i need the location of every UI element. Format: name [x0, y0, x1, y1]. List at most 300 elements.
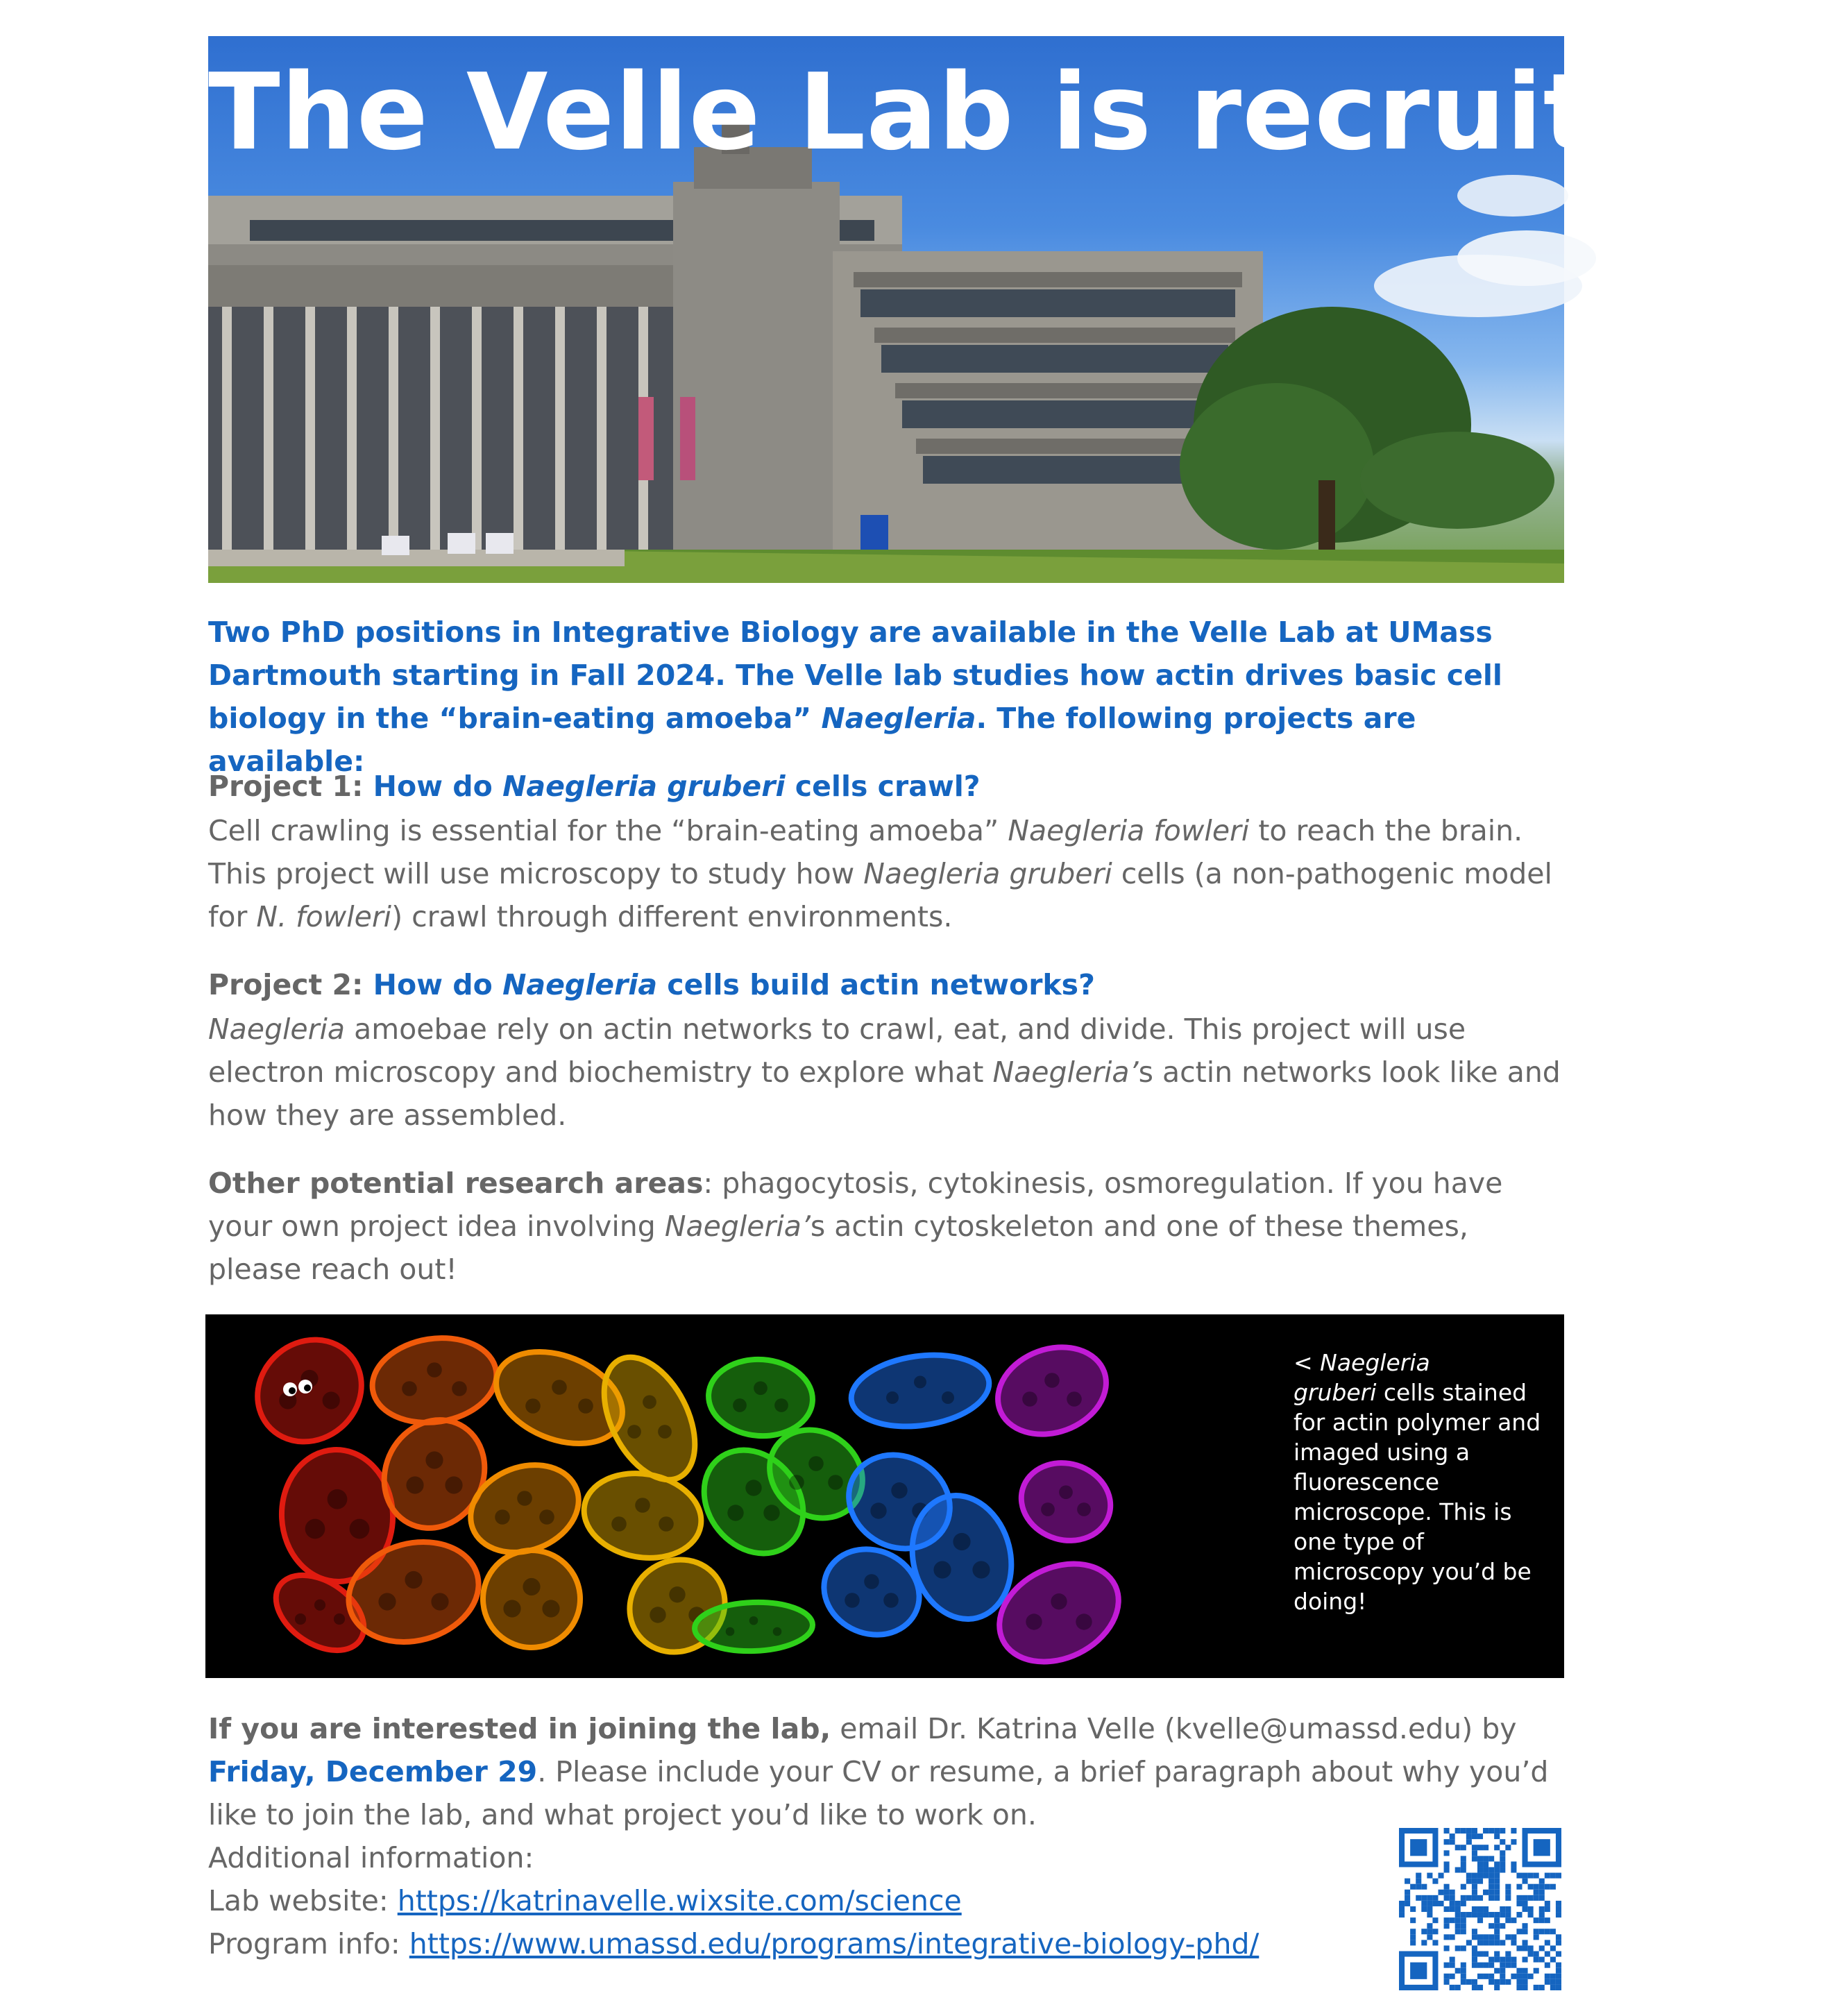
qr-module [1483, 1890, 1488, 1895]
qr-module [1494, 1917, 1500, 1923]
qr-module [1505, 1951, 1511, 1957]
qr-module [1472, 1884, 1477, 1890]
qr-module [1494, 1985, 1500, 1990]
qr-module [1455, 1901, 1461, 1906]
qr-module [1500, 1968, 1505, 1974]
qr-module [1477, 1912, 1483, 1917]
qr-module [1556, 1912, 1561, 1917]
qr-module [1450, 1839, 1455, 1845]
qr-module [1494, 1873, 1500, 1879]
qr-module [1466, 1895, 1472, 1901]
cell-vacuole [431, 1593, 448, 1610]
qr-module [1450, 1906, 1455, 1912]
qr-module [1444, 1839, 1450, 1845]
qr-module [1483, 1912, 1488, 1917]
cell-vacuole [539, 1509, 554, 1525]
cell-vacuole [635, 1498, 650, 1513]
qr-module [1488, 1828, 1494, 1833]
qr-module [1511, 1963, 1516, 1968]
qr-module [1477, 1951, 1483, 1957]
qr-module [1545, 1979, 1550, 1985]
qr-module [1432, 1929, 1438, 1934]
qr-module [1511, 1957, 1516, 1963]
qr-module [1545, 1873, 1550, 1879]
qr-module [1534, 1890, 1539, 1895]
qr-module [1466, 1839, 1472, 1845]
qr-module [1550, 1884, 1556, 1890]
qr-module [1472, 1845, 1477, 1850]
qr-module [1432, 1917, 1438, 1923]
qr-module [1488, 1879, 1494, 1884]
cell-vacuole [789, 1475, 804, 1490]
project1-label: Project 1: [208, 770, 373, 803]
qr-module [1494, 1951, 1500, 1957]
qr-module [1511, 1861, 1516, 1867]
qr-module [1505, 1957, 1511, 1963]
cell-vacuole [1077, 1502, 1091, 1516]
cell-vacuole [402, 1381, 417, 1396]
qr-module [1556, 1979, 1561, 1985]
cell-vacuole [517, 1491, 532, 1506]
cell-vacuole [378, 1593, 396, 1610]
qr-module [1505, 1890, 1511, 1895]
qr-module [1427, 1901, 1432, 1906]
qr-module [1410, 1839, 1427, 1856]
cell-vacuole [350, 1519, 370, 1539]
qr-module [1528, 1873, 1534, 1879]
qr-module [1534, 1985, 1539, 1990]
qr-module [1466, 1940, 1472, 1945]
program-info-link[interactable]: https://www.umassd.edu/programs/integrative-biology-phd/ [409, 1927, 1260, 1960]
qr-module [1455, 1917, 1461, 1923]
qr-module [1534, 1873, 1539, 1879]
qr-module [1461, 1901, 1466, 1906]
qr-module [1556, 1940, 1561, 1945]
qr-module [1483, 1856, 1488, 1861]
qr-module [1488, 1867, 1494, 1872]
qr-module [1516, 1945, 1522, 1951]
qr-module [1523, 1901, 1528, 1906]
qr-module [1556, 1951, 1561, 1957]
qr-module [1494, 1833, 1500, 1839]
qr-module [1516, 1979, 1522, 1985]
qr-module [1483, 1873, 1488, 1879]
qr-module [1455, 1929, 1461, 1934]
cell-vacuole [643, 1395, 656, 1409]
qr-module [1494, 1845, 1500, 1850]
qr-module [1545, 1963, 1550, 1968]
qr-module [1483, 1861, 1488, 1867]
hero-banner [208, 36, 1832, 583]
project2-question: How do Naegleria cells build actin networks? [373, 968, 1095, 1001]
qr-module [1405, 1901, 1410, 1906]
fluorescence-figure [205, 1314, 1564, 1678]
qr-module [1500, 1867, 1505, 1872]
cell-vacuole [864, 1574, 879, 1589]
qr-module [1461, 1917, 1466, 1923]
qr-module [1539, 1884, 1545, 1890]
cell-vacuole [405, 1571, 422, 1589]
qr-module [1477, 1934, 1483, 1940]
qr-module [1545, 1951, 1550, 1957]
cell-vacuole [828, 1475, 843, 1490]
qr-module [1516, 1884, 1522, 1890]
qr-module [1556, 1873, 1561, 1879]
qr-module [1534, 1884, 1539, 1890]
qr-module [1494, 1879, 1500, 1884]
qr-module [1455, 1828, 1461, 1833]
qr-module [1427, 1906, 1432, 1912]
qr-module [1461, 1979, 1466, 1985]
qr-module [1399, 1912, 1405, 1917]
qr-module [1472, 1856, 1477, 1861]
qr-module [1450, 1890, 1455, 1895]
qr-module [1466, 1912, 1472, 1917]
qr-module [1539, 1890, 1545, 1895]
qr-module [1455, 1912, 1461, 1917]
cell-vacuole [523, 1578, 540, 1595]
qr-module [1461, 1912, 1466, 1917]
amoeba-cell [694, 1600, 813, 1653]
cell-vacuole [883, 1593, 899, 1608]
qr-module [1472, 1912, 1477, 1917]
amoeba-cell [366, 1330, 503, 1432]
qr-module [1410, 1906, 1416, 1912]
qr-module [1450, 1934, 1455, 1940]
qr-module [1528, 1884, 1534, 1890]
qr-module [1500, 1940, 1505, 1945]
qr-module [1545, 1974, 1550, 1979]
qr-module [1556, 1906, 1561, 1912]
cell-vacuole [763, 1505, 779, 1521]
qr-module [1516, 1912, 1522, 1917]
qr-module [1477, 1940, 1483, 1945]
qr-module [1410, 1934, 1416, 1940]
cell-vacuole [914, 1376, 926, 1389]
other-label: Other potential research areas [208, 1167, 704, 1200]
cell-vacuole [406, 1476, 423, 1493]
project1-heading [208, 765, 1568, 808]
qr-module [1550, 1957, 1556, 1963]
qr-module [1505, 1917, 1511, 1923]
qr-module [1550, 1974, 1556, 1979]
project1-body: Cell crawling is essential for the “brain-eating amoeba” Naegleria fowleri to reach the brain. This project will use microscopy to study how Naegleria gruberi cells (a non-pathogenic model for N. fowleri) crawl through different environments. [208, 814, 1552, 933]
qr-module [1438, 1901, 1443, 1906]
qr-module [1511, 1867, 1516, 1872]
qr-module [1545, 1940, 1550, 1945]
qr-module [1477, 1906, 1483, 1912]
qr-module [1494, 1940, 1500, 1945]
cell-vacuole [328, 1489, 348, 1509]
cell-vacuole [525, 1398, 541, 1414]
qr-module [1472, 1828, 1477, 1833]
qr-module [1500, 1957, 1505, 1963]
qr-module [1477, 1974, 1483, 1979]
qr-module [1421, 1895, 1427, 1901]
qr-module [1488, 1873, 1494, 1879]
qr-module [1477, 1963, 1483, 1968]
cell-vacuole [1051, 1593, 1067, 1609]
qr-module [1461, 1968, 1466, 1974]
cell-vacuole [886, 1391, 899, 1404]
qr-module [1534, 1957, 1539, 1963]
qr-module [1488, 1890, 1494, 1895]
qr-module [1523, 1873, 1528, 1879]
qr-module [1416, 1895, 1421, 1901]
cell-vacuole [953, 1533, 970, 1550]
qr-module [1483, 1934, 1488, 1940]
qr-module [1450, 1974, 1455, 1979]
amoeba-cell [847, 1347, 994, 1435]
qr-module [1511, 1828, 1516, 1833]
cell-vacuole [542, 1600, 559, 1617]
qr-module [1488, 1963, 1494, 1968]
qr-module [1494, 1979, 1500, 1985]
qr-module [1556, 1901, 1561, 1906]
qr-module [1505, 1845, 1511, 1850]
qr-module [1450, 1963, 1455, 1968]
deadline: Friday, December 29 [208, 1755, 538, 1788]
qr-module [1421, 1940, 1427, 1945]
contact-paragraph: If you are interested in joining the lab, email Dr. Katrina Velle (kvelle@umassd.edu) by Friday, December 29. Please include your CV or resume, a brief paragraph about why you’d like to join the lab, and what project you’d like to work on. [208, 1712, 1549, 1831]
other-research-areas: Other potential research areas: phagocytosis, cytokinesis, osmoregulation. If you have your own project idea involving Naegleria’s actin cytoskeleton and one of these themes, please reach out! [208, 1167, 1503, 1286]
qr-module [1405, 1895, 1410, 1901]
qr-module [1494, 1895, 1500, 1901]
qr-module [1472, 1945, 1477, 1951]
qr-module [1472, 1895, 1477, 1901]
qr-module [1477, 1985, 1483, 1990]
qr-module [1545, 1884, 1550, 1890]
qr-module [1488, 1974, 1494, 1979]
cell-vacuole [942, 1391, 954, 1404]
qr-module [1505, 1895, 1511, 1901]
qr-module [1539, 1945, 1545, 1951]
qr-module [1523, 1923, 1528, 1929]
qr-module [1494, 1934, 1500, 1940]
cell-vacuole [552, 1380, 567, 1395]
cell-vacuole [495, 1509, 510, 1525]
qr-module [1483, 1940, 1488, 1945]
qr-module [1494, 1957, 1500, 1963]
qr-module [1483, 1828, 1488, 1833]
qr-module [1477, 1861, 1483, 1867]
qr-module [1528, 1974, 1534, 1979]
qr-module [1461, 1923, 1466, 1929]
qr-module [1455, 1906, 1461, 1912]
cell-vacuole [773, 1627, 782, 1636]
cell-vacuole [295, 1613, 306, 1625]
contact-lead: If you are interested in joining the lab, [208, 1712, 831, 1745]
qr-code[interactable] [1399, 1828, 1561, 1990]
qr-module [1455, 1867, 1461, 1872]
qr-module [1483, 1963, 1488, 1968]
qr-module [1432, 1895, 1438, 1901]
qr-module [1455, 1945, 1461, 1951]
qr-module [1500, 1979, 1505, 1985]
qr-module [1427, 1923, 1432, 1929]
qr-module [1488, 1957, 1494, 1963]
qr-module [1472, 1833, 1477, 1839]
qr-module [1410, 1917, 1416, 1923]
cell-vacuole [669, 1586, 685, 1602]
qr-module [1444, 1979, 1450, 1985]
qr-module [1539, 1912, 1545, 1917]
cell-vacuole [1044, 1373, 1060, 1388]
qr-module [1450, 1901, 1455, 1906]
qr-module [1472, 1890, 1477, 1895]
qr-module [1516, 1873, 1522, 1879]
qr-module [1545, 1917, 1550, 1923]
qr-module [1523, 1968, 1528, 1974]
cell-vacuole [749, 1616, 758, 1625]
qr-module [1444, 1890, 1450, 1895]
amoeba-cell [471, 1539, 591, 1659]
qr-module [1432, 1940, 1438, 1945]
qr-module [1511, 1839, 1516, 1845]
qr-module [1410, 1884, 1416, 1890]
qr-module [1444, 1850, 1450, 1856]
qr-module [1466, 1833, 1472, 1839]
qr-module [1550, 1873, 1556, 1879]
qr-module [1523, 1985, 1528, 1990]
qr-module [1472, 1963, 1477, 1968]
qr-module [1516, 1974, 1522, 1979]
qr-module [1500, 1974, 1505, 1979]
qr-module [1556, 1974, 1561, 1979]
qr-module [1450, 1917, 1455, 1923]
qr-module [1500, 1861, 1505, 1867]
qr-module [1444, 1867, 1450, 1872]
qr-module [1488, 1895, 1494, 1901]
qr-module [1534, 1929, 1539, 1934]
cell-vacuole [578, 1398, 593, 1414]
lab-website-link[interactable]: https://katrinavelle.wixsite.com/science [397, 1884, 962, 1917]
qr-module [1450, 1833, 1455, 1839]
qr-module [1477, 1867, 1483, 1872]
cell-vacuole [754, 1381, 767, 1395]
qr-module [1545, 1929, 1550, 1934]
qr-module [1477, 1917, 1483, 1923]
qr-module [1461, 1884, 1466, 1890]
cell-vacuole [334, 1613, 345, 1625]
qr-module [1500, 1850, 1505, 1856]
cell-vacuole [845, 1593, 860, 1608]
qr-module [1472, 1957, 1477, 1963]
qr-module [1405, 1879, 1410, 1884]
qr-module [1466, 1979, 1472, 1985]
intro-text-end: . The following projects are available: [208, 702, 1416, 778]
qr-module [1523, 1940, 1528, 1945]
qr-module [1444, 1934, 1450, 1940]
qr-module [1421, 1901, 1427, 1906]
qr-module [1472, 1906, 1477, 1912]
cell-vacuole [726, 1627, 735, 1636]
qr-module [1539, 1906, 1545, 1912]
qr-module [1427, 1912, 1432, 1917]
qr-module [1534, 1968, 1539, 1974]
qr-module [1556, 1968, 1561, 1974]
cell-vacuole [1041, 1502, 1055, 1516]
qr-module [1461, 1845, 1466, 1850]
intro-italic: Naegleria [821, 702, 976, 735]
qr-module [1450, 1985, 1455, 1990]
qr-module [1488, 1912, 1494, 1917]
qr-module [1461, 1895, 1466, 1901]
qr-module [1528, 1895, 1534, 1901]
qr-module [1511, 1974, 1516, 1979]
cell-vacuole [891, 1482, 907, 1498]
qr-module [1534, 1934, 1539, 1940]
qr-module [1483, 1845, 1488, 1850]
qr-module [1483, 1906, 1488, 1912]
cell-vacuole [733, 1398, 747, 1412]
qr-module [1494, 1861, 1500, 1867]
qr-module [1523, 1895, 1528, 1901]
qr-module [1523, 1979, 1528, 1985]
qr-module [1477, 1833, 1483, 1839]
qr-module [1477, 1845, 1483, 1850]
page-title: The Velle Lab is recruiting! [208, 51, 1832, 173]
qr-module [1466, 1828, 1472, 1833]
qr-module [1539, 1985, 1545, 1990]
qr-module [1461, 1929, 1466, 1934]
figure-caption: < Naegleria gruberi cells stained for actin polymer and imaged using a fluorescence microscope. This is one type of microscopy you’d be doing! [1294, 1349, 1541, 1615]
cell-vacuole [314, 1600, 325, 1611]
qr-module [1444, 1906, 1450, 1912]
qr-module [1432, 1901, 1438, 1906]
amoeba-cell [985, 1332, 1118, 1448]
qr-module [1500, 1912, 1505, 1917]
qr-module [1461, 1828, 1466, 1833]
qr-module [1477, 1895, 1483, 1901]
qr-module [1488, 1940, 1494, 1945]
cell-vacuole [933, 1561, 951, 1578]
qr-module [1516, 1895, 1522, 1901]
qr-module [1523, 1879, 1528, 1884]
qr-module [1427, 1873, 1432, 1879]
qr-module [1505, 1979, 1511, 1985]
cell-vacuole [659, 1516, 674, 1532]
qr-module [1472, 1934, 1477, 1940]
amoeba-cell [1012, 1452, 1120, 1551]
qr-module [1427, 1934, 1432, 1940]
qr-module [1539, 1879, 1545, 1884]
qr-module [1528, 1906, 1534, 1912]
qr-module [1455, 1923, 1461, 1929]
qr-module [1539, 1917, 1545, 1923]
qr-module [1494, 1828, 1500, 1833]
cell-vacuole [503, 1600, 520, 1617]
qr-module [1494, 1912, 1500, 1917]
qr-module [1444, 1828, 1450, 1833]
qr-module [1438, 1873, 1443, 1879]
qr-module [1416, 1873, 1421, 1879]
qr-module [1528, 1951, 1534, 1957]
cell-vacuole [1026, 1613, 1042, 1629]
qr-module [1421, 1884, 1427, 1890]
qr-module [1494, 1929, 1500, 1934]
lab-website-line: Lab website: https://katrinavelle.wixsite.com/science [208, 1884, 962, 1917]
qr-module [1494, 1890, 1500, 1895]
qr-module [1523, 1906, 1528, 1912]
qr-module [1472, 1929, 1477, 1934]
qr-module [1427, 1929, 1432, 1934]
qr-module [1500, 1906, 1505, 1912]
qr-module [1488, 1934, 1494, 1940]
qr-module [1539, 1929, 1545, 1934]
qr-module [1539, 1957, 1545, 1963]
qr-module [1461, 1974, 1466, 1979]
